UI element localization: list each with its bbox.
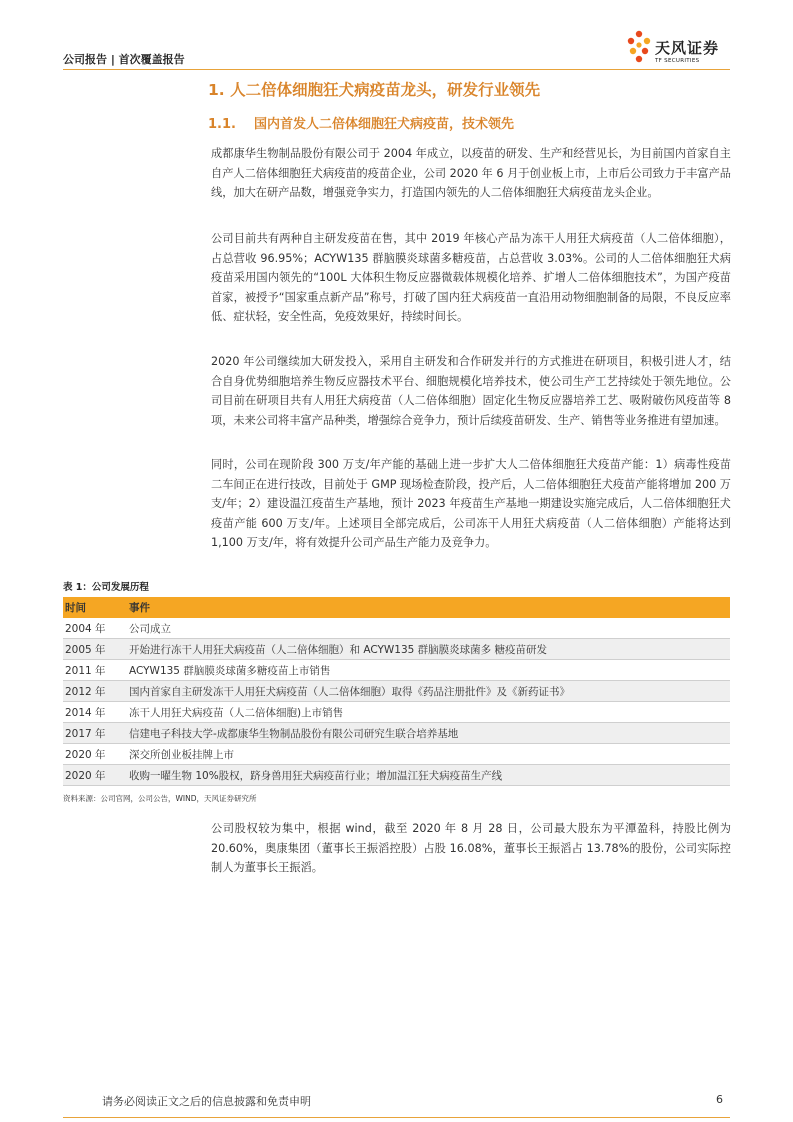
row-year: 2020 年	[63, 744, 129, 765]
table-row	[63, 660, 730, 681]
page-number: 6	[716, 1093, 723, 1106]
column-header-time: 时间	[65, 602, 86, 614]
logo-subtitle: TF SECURITIES	[655, 58, 700, 64]
table-row	[63, 723, 730, 744]
row-year: 2005 年	[63, 639, 129, 660]
table-title: 表 1：公司发展历程	[63, 582, 149, 593]
paragraph-rnd: 2020 年公司继续加大研发投入，采用自主研发和合作研发并行的方式推进在研项目，积极引进人才，结合自身优势细胞培养生物反应器技术平台、细胞规模化培养技术，使公司生产工艺持续处于领先地位。公司目前在研项目共有人用狂犬病疫苗（人二倍体细胞）固定化生物反应器培养工艺、吸附破伤风疫苗等 8 项，未来公司将丰富产品种类，增强综合竞争力，预计后续疫苗研发、生产、销售等业务推进有望加速。	[211, 355, 731, 427]
disclaimer-text: 请务必阅读正文之后的信息披露和免责申明	[102, 1095, 311, 1108]
footer-divider	[63, 1117, 730, 1118]
row-event: 冻干人用狂犬病疫苗（人二倍体细胞)上市销售	[129, 702, 730, 723]
table-row	[63, 765, 730, 786]
table-row	[63, 744, 730, 765]
row-event: 开始进行冻干人用狂犬病疫苗（人二倍体细胞）和 ACYW135 群脑膜炎球菌多 糖疫苗研发	[129, 639, 730, 660]
table-source: 资料来源：公司官网，公司公告，WIND，天风证券研究所	[63, 794, 257, 803]
row-year: 2012 年	[63, 681, 129, 702]
logo-flower-icon	[624, 28, 654, 66]
table-row	[63, 702, 730, 723]
row-year: 2004 年	[63, 618, 129, 639]
row-event: ACYW135 群脑膜炎球菌多糖疫苗上市销售	[129, 660, 730, 681]
paragraph-capacity: 同时，公司在现阶段 300 万支/年产能的基础上进一步扩大人二倍体细胞狂犬疫苗产能：1）病毒性疫苗二车间正在进行技改，目前处于 GMP 现场检查阶段，投产后，人二倍体细胞狂犬疫苗产能将增加 200 万支/年；2）建设温江疫苗生产基地，预计 2023 年疫苗生产基地一期建设实施完成后，人二倍体细胞狂犬疫苗产能 600 万支/年。上述项目全部完成后，公司冻干人用狂犬病疫苗（人二倍体细胞）产能将达到 1,100 万支/年，将有效提升公司产品生产能力及竞争力。	[211, 458, 731, 549]
section-heading: 1. 人二倍体细胞狂犬病疫苗龙头，研发行业领先	[208, 81, 541, 99]
row-year: 2011 年	[63, 660, 129, 681]
logo-name: 天风证券	[655, 39, 720, 57]
row-year: 2014 年	[63, 702, 129, 723]
row-event: 信建电子科技大学-成都康华生物制品股份有限公司研究生联合培养基地	[129, 723, 730, 744]
row-year: 2017 年	[63, 723, 129, 744]
row-event: 收购一曜生物 10%股权，跻身兽用狂犬病疫苗行业；增加温江狂犬病疫苗生产线	[129, 765, 730, 786]
table-header-row	[63, 597, 730, 618]
row-year: 2020 年	[63, 765, 129, 786]
table-row	[63, 639, 730, 660]
subsection-title: 国内首发人二倍体细胞狂犬病疫苗，技术领先	[254, 117, 515, 132]
paragraph-shareholders: 公司股权较为集中，根据 wind，截至 2020 年 8 月 28 日，公司最大股东为平潭盈科，持股比例为 20.60%，奥康集团（董事长王振滔控股）占股 16.08%，董事长王振滔占 13.78%的股份，公司实际控制人为董事长王振滔。	[211, 822, 731, 874]
table-row	[63, 618, 730, 639]
row-event: 国内首家自主研发冻干人用狂犬病疫苗（人二倍体细胞）取得《药品注册批件》及《新药证书》	[129, 681, 730, 702]
report-type-label: 公司报告 | 首次覆盖报告	[63, 53, 185, 66]
row-event: 公司成立	[129, 618, 730, 639]
column-header-event: 事件	[129, 602, 150, 614]
subsection-heading	[208, 113, 514, 132]
paragraph-products: 公司目前共有两种自主研发疫苗在售，其中 2019 年核心产品为冻干人用狂犬病疫苗（人二倍体细胞），占总营收 96.95%；ACYW135 群脑膜炎球菌多糖疫苗，占总营收 3.03%。公司的人二倍体细胞狂犬病疫苗采用国内领先的“100L 大体积生物反应器微载体规模化培养、扩增人二倍体细胞技术”，为国产疫苗首家，被授予“国家重点新产品”称号，打破了国内狂犬病疫苗一直沿用动物细胞制备的局限，不良反应率低、症状轻，安全性高，免疫效果好，持续时间长。	[211, 232, 731, 323]
row-event: 深交所创业板挂牌上市	[129, 744, 730, 765]
company-logo	[624, 28, 744, 68]
paragraph-company-intro: 成都康华生物制品股份有限公司于 2004 年成立，以疫苗的研发、生产和经营见长，为目前国内首家自主自产人二倍体细胞狂犬病疫苗的疫苗企业，公司 2020 年 6 月于创业板上市，上市后公司致力于丰富产品线，加大在研产品数，增强竞争实力，打造国内领先的人二倍体细胞狂犬病疫苗龙头企业。	[211, 147, 731, 199]
subsection-number: 1.1.	[208, 117, 236, 132]
header-divider	[63, 69, 730, 70]
table-row	[63, 681, 730, 702]
history-table	[63, 597, 730, 786]
